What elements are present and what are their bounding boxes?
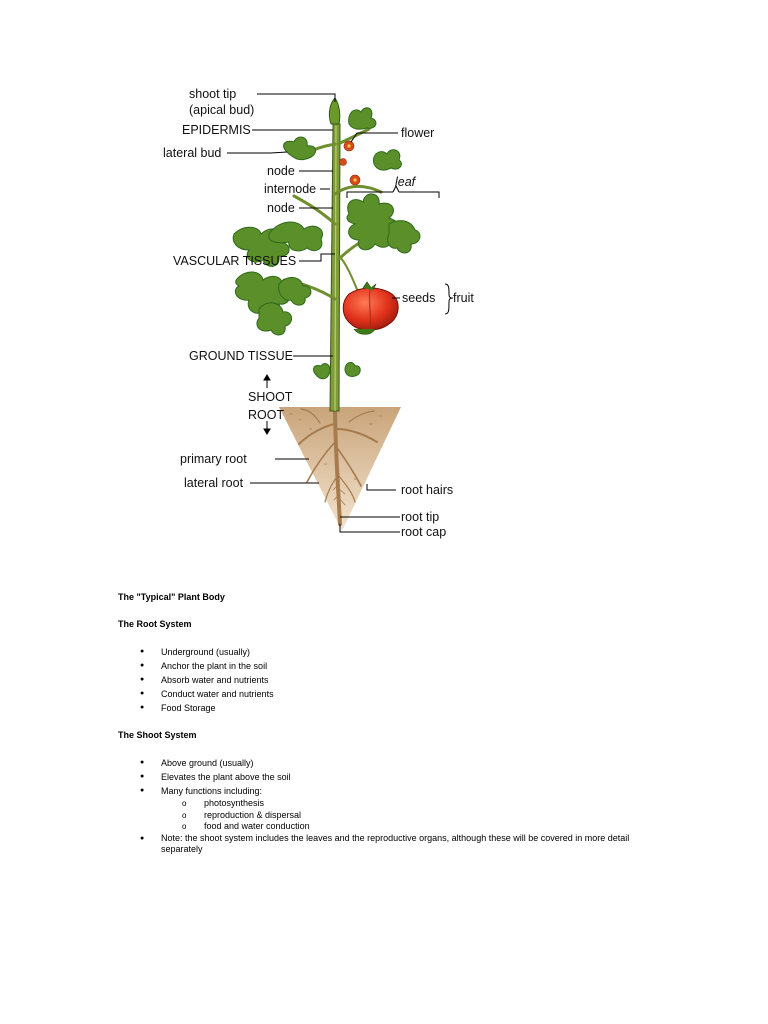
list-item: ● Above ground (usually) xyxy=(118,756,658,770)
fruit-brace xyxy=(445,284,453,314)
label-leaf: leaf xyxy=(395,175,416,189)
list-item: ● Underground (usually) xyxy=(118,645,658,659)
label-node-lower: node xyxy=(267,201,295,215)
label-root-tip: root tip xyxy=(401,510,440,524)
list-item-text: Many functions including: xyxy=(161,786,263,796)
list-item: ● Elevates the plant above the soil xyxy=(118,770,658,784)
sublist-item: o food and water conduction xyxy=(161,821,658,833)
label-vascular-tissues: VASCULAR TISSUES xyxy=(173,254,297,268)
label-root-cap: root cap xyxy=(401,525,447,539)
label-node-upper: node xyxy=(267,164,295,178)
label-internode: internode xyxy=(264,182,317,196)
sublist-item: o photosynthesis xyxy=(161,798,658,810)
list-item xyxy=(118,784,658,833)
label-shoot-tip: shoot tip xyxy=(189,87,237,101)
sublist-item: o reproduction & dispersal xyxy=(161,810,658,822)
label-lateral-root: lateral root xyxy=(184,476,244,490)
list-item: ● Anchor the plant in the soil xyxy=(118,659,658,673)
root-system-heading: The Root System xyxy=(118,619,192,629)
list-item: ● Absorb water and nutrients xyxy=(118,673,658,687)
label-root-hairs: root hairs xyxy=(401,483,454,497)
functions-sublist xyxy=(161,798,658,833)
shoot-system-heading: The Shoot System xyxy=(118,730,197,740)
note-item: ● Note: the shoot system includes the leaves and the reproductive organs, although these will be covered in more detail separately xyxy=(118,833,658,855)
list-item: ● Conduct water and nutrients xyxy=(118,687,658,701)
shoot-system-list xyxy=(118,756,658,855)
label-ground-tissue: GROUND TISSUE xyxy=(189,349,293,363)
label-seeds: seeds xyxy=(402,291,436,305)
label-fruit: fruit xyxy=(453,291,474,305)
label-flower: flower xyxy=(401,126,435,140)
document-text xyxy=(118,590,658,855)
leaves xyxy=(233,108,420,379)
label-lateral-bud: lateral bud xyxy=(163,146,222,160)
root-system-list xyxy=(118,645,658,715)
label-apical-bud: (apical bud) xyxy=(189,103,255,117)
list-item: ● Food Storage xyxy=(118,701,658,715)
label-root: ROOT xyxy=(248,408,285,422)
tomato-fruit xyxy=(343,282,398,334)
page-title: The "Typical" Plant Body xyxy=(118,592,225,602)
label-shoot: SHOOT xyxy=(248,390,293,404)
plant-diagram xyxy=(149,84,504,549)
flowers xyxy=(340,141,361,185)
shoot-root-arrows xyxy=(264,375,270,434)
label-primary-root: primary root xyxy=(180,452,247,466)
label-epidermis: EPIDERMIS xyxy=(182,123,251,137)
